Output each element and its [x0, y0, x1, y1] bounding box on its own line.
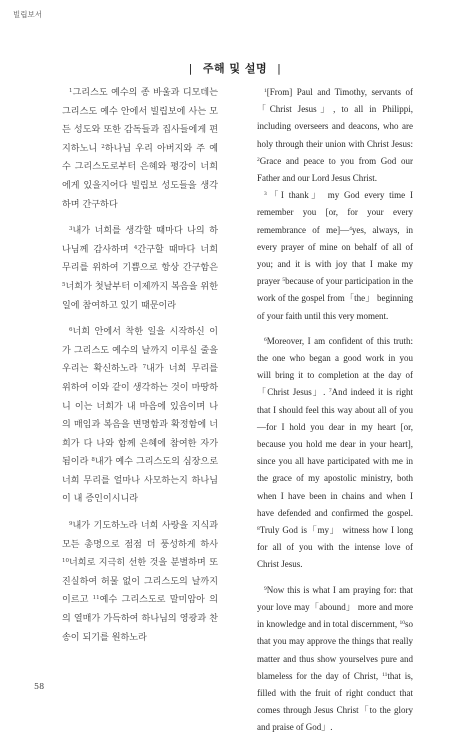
- verse-number: 4: [133, 244, 138, 251]
- korean-paragraph: [62, 323, 218, 509]
- verse-number: 8: [257, 526, 260, 533]
- english-column: [257, 84, 413, 737]
- verse-number: 2: [101, 143, 105, 150]
- verse-number: 3: [69, 226, 73, 233]
- verse-number: 5: [62, 281, 66, 288]
- verse-number: 2: [257, 156, 260, 163]
- english-paragraph: [257, 84, 413, 187]
- verse-text: 내가 예수 그리스도의 심장으로 너희 무리를 얼마나 사모하는지 하나님이 내 증인이시니라: [62, 457, 218, 505]
- verse-number: 4: [349, 225, 352, 232]
- verse-number: 5: [282, 277, 286, 284]
- verse-text: Now this is what I am praying for: that your love may「abound」 more and more in knowledge and in total discernment,: [257, 584, 413, 630]
- english-paragraph: [257, 187, 413, 325]
- verse-text: 내가 기도하노라 너희 사랑을 지식과 모든 총명으로 점점 더 풍성하게 하사: [62, 521, 218, 550]
- verse-text: And indeed it is right that I should feel this way about all of you—for I hold you dear in my heart [or, because you hold me dear in your heart], since you all have participated with me in the grace of my apostolic ministry, both when I have been in chains and when I have defended and confirmed the gospel.: [257, 387, 413, 518]
- verse-number: 10: [399, 620, 405, 627]
- verse-text: Moreover, I am confident of this truth: the one who began a good work in you will bring it to completion at the day of「Christ Jesus」.: [257, 335, 413, 398]
- verse-text: 내가 너희를 생각할 때마다 나의 하나님께 감사하며: [62, 226, 218, 255]
- english-paragraph: [257, 333, 413, 574]
- verse-text: Grace and peace to you from God our Father and our Lord Jesus Christ.: [257, 155, 413, 184]
- running-head: 빌립보서: [13, 10, 42, 19]
- section-title-text: 주해 및 설명: [202, 62, 268, 75]
- verse-number: 11: [382, 671, 388, 678]
- korean-paragraph: [62, 222, 218, 315]
- verse-number: 1: [69, 88, 73, 94]
- verse-text: 예수 그리스도로 말미암아 의의 열매가 가득하여 하나님의 영광과 찬송이 되기를 원하노라: [62, 595, 219, 643]
- verse-number: 8: [91, 457, 95, 464]
- verse-number: 9: [69, 521, 73, 528]
- section-title: [0, 60, 470, 76]
- verse-text: 너희로 지극히 선한 것을 분별하며 또 진실하여 허물 없이 그리스도의 날까지 이르고: [62, 558, 218, 606]
- verse-number: 9: [264, 585, 267, 592]
- verse-text: Truly God is「my」 witness how I long for all of you with the intense love of Christ Jesus.: [257, 525, 413, 570]
- verse-text: 「I thank」 my God every time I remember you [or, for your every remembrance of me]—: [257, 190, 413, 235]
- verse-text: 내가 너희 무리를 위하여 이와 같이 생각하는 것이 마땅하니 이는 너희가 내 마음에 있음이며 나의 매임과 복음을 변명함과 확정함에 너희가 다 나와 함께 은혜에 참여한 자가 됨이라: [62, 364, 218, 468]
- title-bar-left: |: [188, 62, 193, 75]
- verse-number: 10: [62, 558, 69, 565]
- verse-number: 1: [264, 88, 267, 94]
- korean-column: [62, 84, 218, 647]
- verse-number: 7: [142, 364, 147, 371]
- verse-number: 7: [328, 388, 332, 395]
- page-number: 58: [34, 682, 45, 691]
- verse-text: 간구할 때마다 너희 무리를 위하여 기쁨으로 항상 간구함은: [62, 244, 218, 274]
- verse-text: because of your participation in the work of the gospel from「the」 beginning of your faith until this very moment.: [257, 276, 413, 321]
- title-bar-right: |: [277, 62, 282, 75]
- verse-text: that is, filled with the fruit of right conduct that comes through Jesus Christ「to the glory and praise of God」.: [257, 670, 413, 733]
- korean-paragraph: [62, 84, 218, 214]
- verse-text: 그리스도 예수의 종 바울과 디모데는 그리스도 예수 안에서 빌립보에 사는 모든 성도와 또한 감독들과 집사들에게 편지하노니: [62, 88, 218, 154]
- verse-text: 너희가 첫날부터 이제까지 복음을 위한 일에 참여하고 있기 때문이라: [62, 281, 218, 311]
- verse-text: 하나님 우리 아버지와 주 예수 그리스도로부터 은혜와 평강이 너희에게 있을지어다 빌립보 성도들을 생각하며 간구하다: [62, 143, 219, 210]
- verse-text: 너희 안에서 착한 일을 시작하신 이가 그리스도 예수의 날까지 이루실 줄을 우리는 확신하노라: [62, 327, 218, 375]
- verse-text: so that you may approve the things that really matter and thus show yourselves pure and blameless for the day of Christ,: [257, 619, 413, 681]
- verse-text: yes, always, in every prayer of mine on behalf of all of you; and it is with joy that I make my prayer: [257, 224, 413, 287]
- verse-number: 3: [264, 191, 267, 198]
- verse-number: 11: [92, 595, 100, 602]
- korean-paragraph: [62, 517, 218, 647]
- verse-number: 6: [69, 327, 73, 334]
- english-paragraph: [257, 582, 413, 737]
- verse-number: 6: [264, 336, 267, 343]
- verse-text: [From] Paul and Timothy, servants of「Christ Jesus」, to all in Philippi, including overseers and deacons, who are holy through their union with Christ Jesus:: [257, 87, 413, 149]
